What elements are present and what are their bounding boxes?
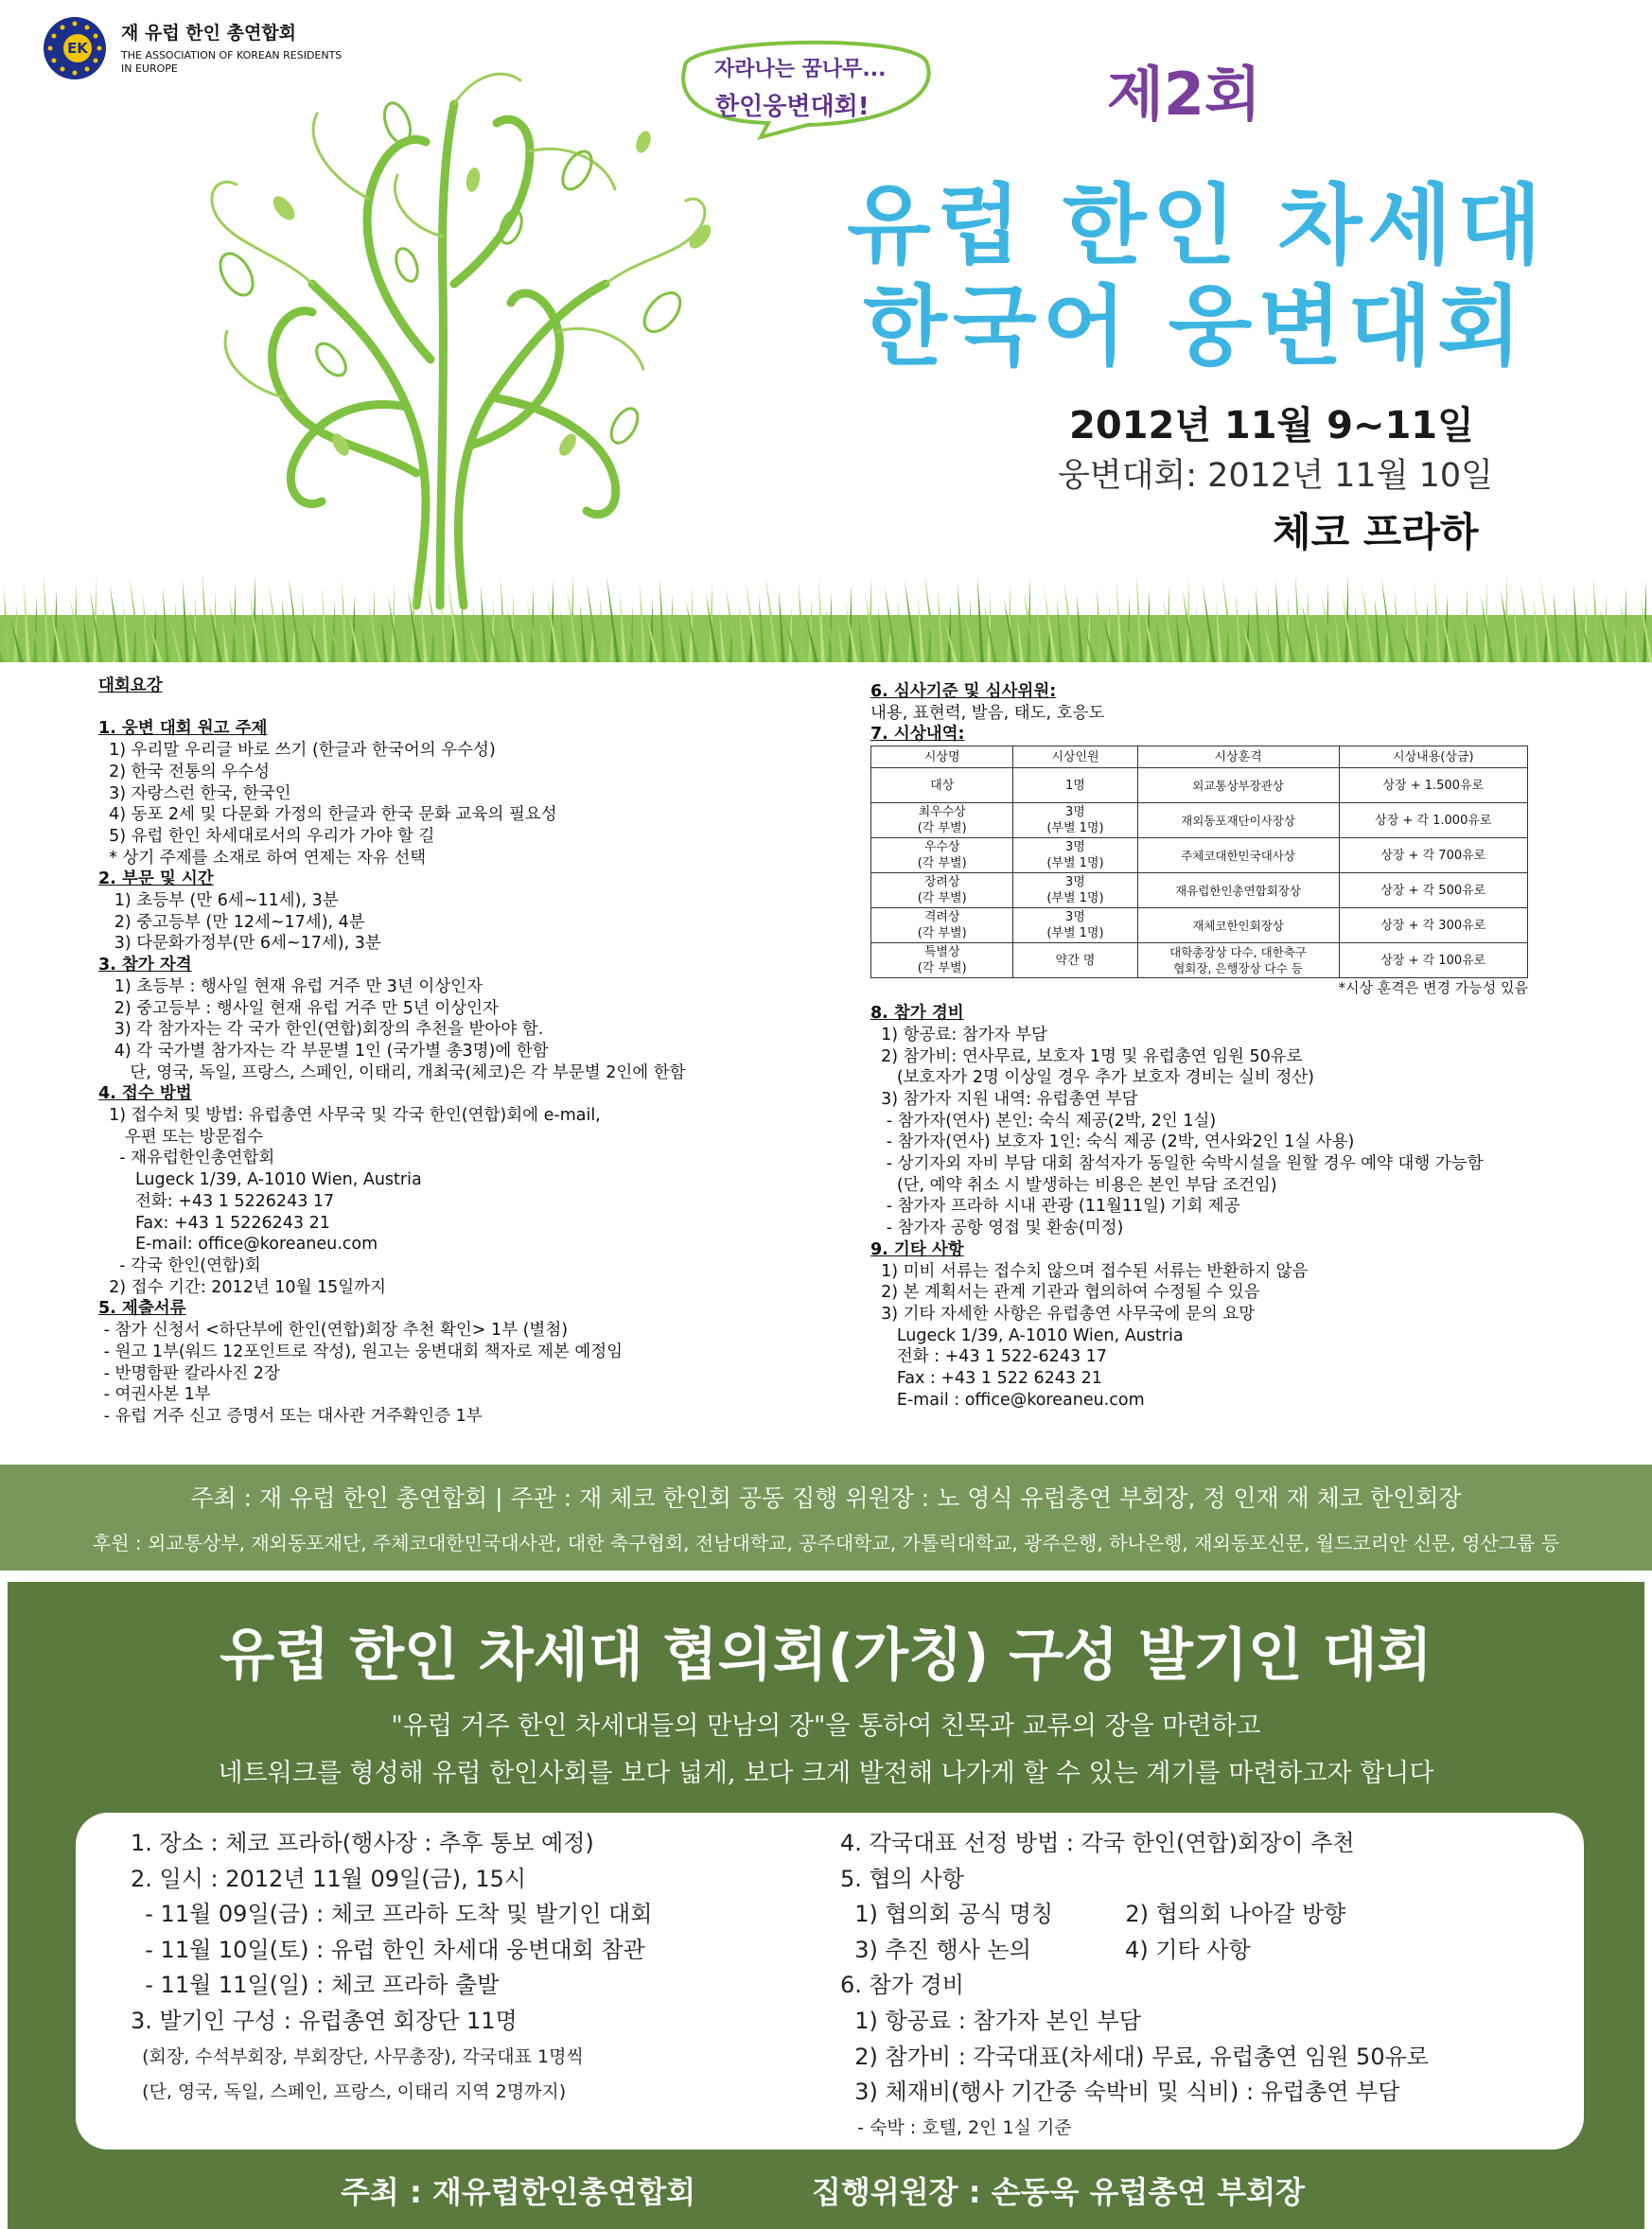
prize-column-header: 시상인원: [1013, 746, 1137, 768]
prize-cell: 3명 (부별 1명): [1013, 908, 1137, 943]
guideline-line: (단, 예약 취소 시 발생하는 비용은 본인 부담 조건임): [870, 1175, 1277, 1195]
prize-column-header: 시상명: [871, 746, 1013, 768]
edition-label: 제2회: [1107, 60, 1261, 129]
detail-line: - 11월 10일(토) : 유럽 한인 차세대 웅변대회 참관: [131, 1936, 645, 1963]
bubble-text-line1: 자라나는 꿈나무...: [714, 58, 887, 81]
host-footer: 주최 : 재유럽한인총연합회: [341, 2174, 696, 2210]
prize-cell: 상장 + 각 100유로: [1339, 943, 1527, 978]
guideline-line: 3) 다문화가정부(만 6세~17세), 3분: [98, 934, 381, 954]
sponsor-bar: [0, 1465, 1652, 1571]
prize-table-header: [871, 746, 1528, 768]
guideline-line: - 상기자외 자비 부담 대회 참석자가 동일한 숙박시설을 원할 경우 예약 대행 가능함: [870, 1154, 1484, 1174]
org-name-korean: 재 유럽 한인 총연합회: [121, 23, 297, 44]
guideline-line: 2) 한국 전통의 우수성: [98, 762, 271, 781]
speech-bubble: [657, 28, 940, 140]
guideline-line: - 참가자(연사) 본인: 숙식 제공(2박, 2인 1실): [870, 1111, 1217, 1131]
fees-and-other: [870, 1003, 1608, 1411]
detail-line: (단, 영국, 독일, 스페인, 프랑스, 이태리 지역 2명까지): [131, 2081, 567, 2103]
guideline-line: E-mail : office@koreaneu.com: [870, 1390, 1145, 1410]
prize-column-header: 시상훈격: [1137, 746, 1339, 768]
event-location: 체코 프라하: [1273, 509, 1479, 555]
prize-cell: 격려상 (각 부별): [871, 908, 1013, 943]
prize-cell: 외교통상부장관상: [1137, 768, 1339, 803]
guideline-line: - 참가자 공항 영접 및 환송(미정): [870, 1219, 1124, 1238]
guideline-line: - 각국 한인(연합)회: [98, 1255, 261, 1275]
prize-cell: 대상: [871, 768, 1013, 803]
section-heading: 5. 제출서류: [98, 1299, 186, 1319]
guideline-line: 1) 접수처 및 방법: 유럽총연 사무국 및 각국 한인(연합)회에 e-mail,: [98, 1106, 601, 1126]
section-heading: 9. 기타 사항: [870, 1239, 964, 1259]
prize-row: [871, 943, 1528, 978]
detail-line: 2) 참가비 : 각국대표(차세대) 무료, 유럽총연 임원 50유로: [840, 2043, 1429, 2070]
prize-cell: 주체코대한민국대사상: [1137, 838, 1339, 873]
main-title-line2: 한국어 웅변대회: [863, 276, 1528, 377]
guideline-line: 1) 우리말 우리글 바로 쓰기 (한글과 한국어의 우수성): [98, 741, 496, 761]
prize-row: [871, 908, 1528, 943]
judging-and-awards: [870, 681, 1608, 746]
section-heading: 8. 참가 경비: [870, 1004, 964, 1024]
guideline-line: 2) 참가비: 연사무료, 보호자 1명 및 유럽총연 임원 50유로: [870, 1046, 1303, 1066]
guideline-line: Fax : +43 1 522 6243 21: [870, 1369, 1102, 1389]
prize-cell: 상장 + 각 300유로: [1339, 908, 1527, 943]
guideline-line: 1) 초등부 (만 6세~11세), 3분: [98, 891, 339, 911]
prize-cell: 상장 + 각 1.000유로: [1339, 803, 1527, 838]
guideline-line: 5) 유럽 한인 차세대로서의 우리가 가야 할 길: [98, 826, 435, 846]
founding-meeting-desc-line2: 네트워크를 형성해 유럽 한인사회를 보다 넓게, 보다 크게 발전해 나가게 할 수 있는 계기를 마련하고자 합니다: [218, 1759, 1434, 1788]
detail-line: 1. 장소 : 체코 프라하(행사장 : 추후 통보 예정): [131, 1830, 594, 1856]
founding-meeting-title: 유럽 한인 차세대 협의회(가칭) 구성 발기인 대회: [220, 1623, 1432, 1689]
guideline-line: 1) 미비 서류는 접수치 않으며 접수된 서류는 반환하지 않음: [870, 1261, 1309, 1281]
founding-meeting-section: [0, 1571, 1652, 2229]
guideline-line: (보호자가 2명 이상일 경우 추가 보호자 경비는 실비 정산): [870, 1068, 1315, 1088]
prize-cell: 재체코한인회장상: [1137, 908, 1339, 943]
guideline-line: - 참가자(연사) 보호자 1인: 숙식 제공 (2박, 연사와2인 1실 사용): [870, 1132, 1355, 1152]
guideline-line: - 재유럽한인총연합회: [98, 1149, 275, 1168]
guideline-line: E-mail: office@koreaneu.com: [98, 1235, 378, 1255]
contest-date: 웅변대회: 2012년 11월 10일: [1058, 457, 1493, 495]
guideline-line: 2) 중고등부 (만 12세~17세), 4분: [98, 912, 365, 932]
detail-line: - 11월 09일(금) : 체코 프라하 도착 및 발기인 대회: [131, 1901, 653, 1928]
prize-cell: 3명 (부별 1명): [1013, 803, 1137, 838]
section-heading: 2. 부문 및 시간: [98, 869, 214, 889]
guideline-line: 3) 각 참가자는 각 국가 한인(연합)회장의 추천을 받아야 함.: [98, 1020, 544, 1040]
prize-cell: 재유럽한인총연합회장상: [1137, 873, 1339, 908]
guideline-line: 단, 영국, 독일, 프랑스, 스페인, 이태리, 개최국(체코)은 각 부문별 2인에 한함: [98, 1062, 686, 1082]
details-right-column: [840, 1826, 1429, 2146]
guideline-line: 내용, 표현력, 발음, 태도, 호응도: [870, 703, 1105, 723]
prize-cell: 상장 + 각 500유로: [1339, 873, 1527, 908]
guideline-line: 2) 중고등부 : 행사일 현재 유럽 거주 만 5년 이상인자: [98, 998, 499, 1018]
prize-cell: 약간 명: [1013, 943, 1137, 978]
detail-line: 3. 발기인 구성 : 유럽총연 회장단 11명: [131, 2007, 518, 2034]
detail-line: 3) 체재비(행사 기간중 숙박비 및 식비) : 유럽총연 부담: [840, 2079, 1400, 2106]
guideline-line: - 여권사본 1부: [98, 1385, 211, 1405]
prize-column-header: 시상내용(상금): [1339, 746, 1527, 768]
prize-cell: 3명 (부별 1명): [1013, 873, 1137, 908]
main-title-line1: 유럽 한인 차세대: [847, 175, 1548, 276]
details-left-column: [131, 1826, 652, 2111]
guideline-line: - 참가자 프라하 시내 관광 (11월11일) 기회 제공: [870, 1197, 1240, 1217]
detail-line: 5. 협의 사항: [840, 1865, 964, 1892]
detail-line: 1) 항공료 : 참가자 본인 부담: [840, 2007, 1141, 2034]
prize-cell: 특별상 (각 부별): [871, 943, 1013, 978]
guideline-line: 1) 항공료: 참가자 부담: [870, 1025, 1047, 1044]
detail-line: (회장, 수석부회장, 부회장단, 사무총장), 각국대표 1명씩: [131, 2045, 584, 2067]
prize-cell: 대학총장상 다수, 대한축구 협회장, 은행장상 다수 등: [1137, 943, 1339, 978]
prize-cell: 3명 (부별 1명): [1013, 838, 1137, 873]
guideline-line: - 참가 신청서 <하단부에 한인(연합)회장 추천 확인> 1부 (별첨): [98, 1321, 569, 1341]
guideline-line: 3) 자랑스런 한국, 한국인: [98, 783, 291, 803]
prize-row: [871, 768, 1528, 803]
detail-line: 6. 참가 경비: [840, 1972, 964, 1999]
guideline-line: 4) 동포 2세 및 다문화 가정의 한글과 한국 문화 교육의 필요성: [98, 805, 557, 825]
section-heading: 6. 심사기준 및 심사위원:: [870, 682, 1057, 701]
detail-line: - 숙박 : 호텔, 2인 1실 기준: [840, 2116, 1072, 2138]
detail-line: 2. 일시 : 2012년 11월 09일(금), 15시: [131, 1865, 527, 1892]
guideline-line: - 원고 1부(워드 12포인트로 작성), 원고는 웅변대회 책자로 제본 예정임: [98, 1342, 624, 1361]
guideline-line: 3) 참가자 지원 내역: 유럽총연 부담: [870, 1089, 1138, 1109]
guideline-line: Lugeck 1/39, A-1010 Wien, Austria: [870, 1325, 1184, 1345]
guideline-line: 4) 각 국가별 참가자는 각 부문별 1인 (국가별 총3명)에 한함: [98, 1041, 549, 1061]
prize-cell: 1명: [1013, 768, 1137, 803]
guideline-line: 전화: +43 1 5226243 17: [98, 1191, 335, 1211]
prize-row: [871, 873, 1528, 908]
contest-guidelines: [0, 662, 1652, 1465]
detail-line: 4. 각국대표 선정 방법 : 각국 한인(연합)회장이 추천: [840, 1830, 1355, 1856]
prize-row: [871, 803, 1528, 838]
bubble-text-line2: 한인웅변대회!: [715, 93, 870, 121]
detail-line: - 11월 11일(일) : 체코 프라하 출발: [131, 1972, 500, 1999]
poster-header: [0, 0, 1652, 662]
organizers-line: 주최 : 재 유럽 한인 총연합회 | 주관 : 재 체코 한인회 공동 집행 위원장 : 노 영식 유럽총연 부회장, 정 인재 재 체코 한인회장: [190, 1484, 1462, 1512]
supporters-line: 후원 : 외교통상부, 재외동포재단, 주체코대한민국대사관, 대한 축구협회, 전남대학교, 공주대학교, 가톨릭대학교, 광주은행, 하나은행, 재외동포신문, 월드코리안 신문, 영산그룹 등: [92, 1532, 1560, 1554]
section-heading: 4. 접수 방법: [98, 1084, 192, 1104]
prize-table: [870, 746, 1528, 978]
prize-cell: 재외동포재단이사장상: [1137, 803, 1339, 838]
prize-row: [871, 838, 1528, 873]
guideline-line: [98, 697, 855, 719]
founding-meeting-panel: [8, 1582, 1644, 2229]
guideline-line: 우편 또는 방문접수: [98, 1127, 264, 1147]
guideline-line: * 상기 주제를 소재로 하여 연제는 자유 선택: [98, 848, 427, 868]
guideline-line: - 반명함판 칼라사진 2장: [98, 1363, 280, 1383]
guideline-line: 2) 접수 기간: 2012년 10월 15일까지: [98, 1277, 387, 1297]
grass-strip: [0, 558, 1652, 662]
guideline-line: 2) 본 계획서는 관계 기관과 협의하여 수정될 수 있음: [870, 1283, 1260, 1303]
founding-meeting-details-card: [76, 1813, 1584, 2150]
guideline-line: 전화 : +43 1 522-6243 17: [870, 1347, 1107, 1367]
prize-table-note: *시상 훈격은 변경 가능성 있음: [1338, 979, 1528, 997]
section-heading: 7. 시상내역:: [870, 725, 965, 745]
guideline-line: - 유럽 거주 신고 증명서 또는 대사관 거주확인증 1부: [98, 1406, 483, 1426]
event-dates: 2012년 11월 9~11일: [1069, 404, 1474, 448]
detail-line: 3) 추진 행사 논의 4) 기타 사항: [840, 1936, 1251, 1963]
prize-cell: 우수상 (각 부별): [871, 838, 1013, 873]
org-name-english: THE ASSOCIATION OF KOREAN RESIDENTS IN EUROPE: [121, 49, 343, 75]
prize-cell: 최우수상 (각 부별): [871, 803, 1013, 838]
guidelines-right-column: [870, 681, 1608, 1411]
section-heading: 대회요강: [98, 676, 163, 695]
prize-cell: 장려상 (각 부별): [871, 873, 1013, 908]
guideline-line: 3) 기타 자세한 사항은 유럽총연 사무국에 문의 요망: [870, 1304, 1256, 1324]
guideline-line: Lugeck 1/39, A-1010 Wien, Austria: [98, 1170, 422, 1190]
logo-mark: EK: [63, 34, 92, 62]
guidelines-left-column: [98, 676, 855, 1428]
founding-meeting-desc-line1: "유럽 거주 한인 차세대들의 만남의 장"을 통하여 친목과 교류의 장을 마련하고: [391, 1711, 1261, 1741]
section-heading: 1. 웅변 대회 원고 주제: [98, 719, 268, 739]
chair-footer: 집행위원장 : 손동욱 유럽총연 부회장: [812, 2174, 1306, 2210]
prize-cell: 상장 + 각 700유로: [1339, 838, 1527, 873]
prize-cell: 상장 + 1.500유로: [1339, 768, 1527, 803]
guideline-line: 1) 초등부 : 행사일 현재 유럽 거주 만 3년 이상인자: [98, 976, 483, 996]
detail-line: 1) 협의회 공식 명칭 2) 협의회 나아갈 방향: [840, 1901, 1346, 1928]
section-heading: 3. 참가 자격: [98, 956, 192, 975]
guideline-line: Fax: +43 1 5226243 21: [98, 1213, 330, 1233]
